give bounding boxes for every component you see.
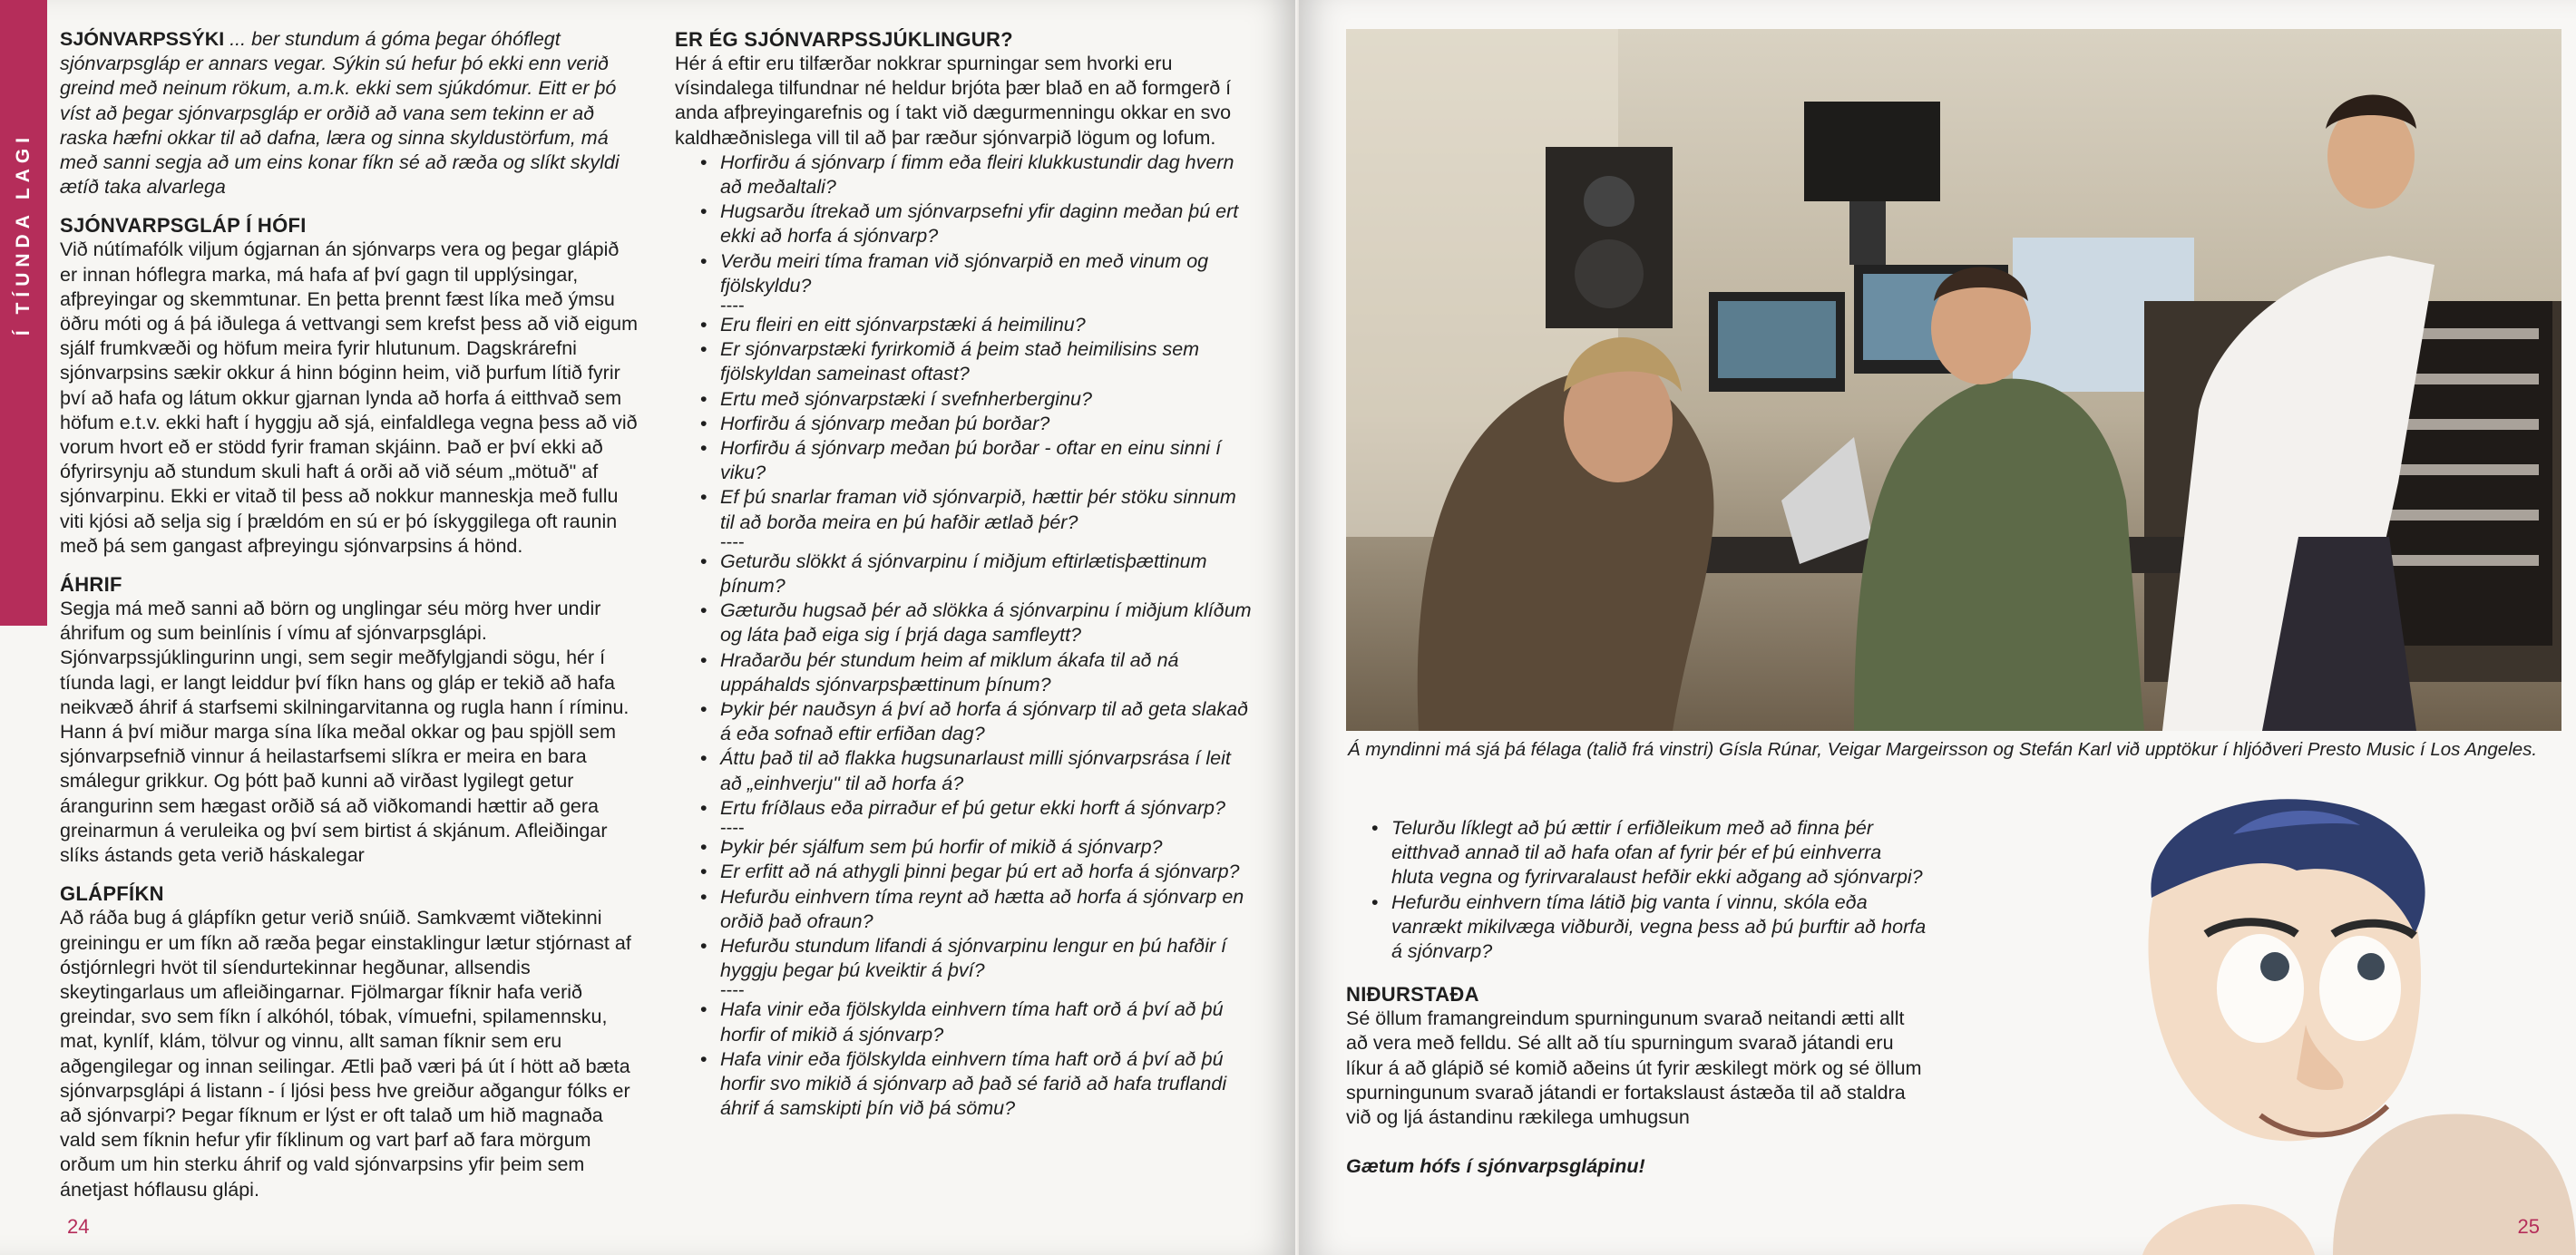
question-separator: ---- <box>720 980 745 1001</box>
question-item: • Ef þú snarlar framan við sjónvarpið, hættir þér stöku sinnum til að borða meira en þú hafðir ætlað þér? <box>675 485 1255 534</box>
section-title: GLÁPFÍKN <box>60 882 164 906</box>
question-item: • Þykir þér nauðsyn á því að horfa á sjónvarp til að geta slakað á eða sofnað eftir erfiðan dag? <box>675 697 1255 746</box>
question-item: • Horfirðu á sjónvarp meðan þú borðar - oftar en einu sinni í viku? <box>675 436 1255 485</box>
page-number-right: 25 <box>2517 1215 2540 1238</box>
question-list-continued <box>1346 816 1927 964</box>
questions-intro: Hér á eftir eru tilfærðar nokkrar spurningar sem hvorki eru vísindalega tilfundnar né heldur brjóta þær blað en að formgerð í anda afþreyingarefnis og í takt við dægurmenningu okkar en svo kaldhæðnislega vill til að þar ræður sjónvarpið lögum og lofum. <box>675 53 1232 149</box>
section-glapfikn <box>60 881 640 1201</box>
question-item: • Áttu það til að flakka hugsunarlaust milli sjónvarpsrása í leit að „einhverju" til að horfa á? <box>675 746 1255 795</box>
mascot-figure <box>2006 798 2576 1255</box>
section-title: SJÓNVARPSGLÁP Í HÓFI <box>60 214 307 238</box>
section-title: SJÓNVARPSSÝKI <box>60 28 225 50</box>
question-item: • Hugsarðu ítrekað um sjónvarpsefni yfir daginn meðan þú ert ekki að horfa á sjónvarp? <box>675 199 1255 248</box>
section-body: ... ber stundum á góma þegar óhóflegt sjónvarpsgláp er annars vegar. Sýkin sú hefur þó ekki enn verið greind með neinum rökum, a.m.k. ekki sem sjúkdómur. Eitt er þó víst að þegar sjónvarpsgláp er orðið að vana sem tekinn er að raska hæfni okkar til að dafna, læra og sinna skyldustörfum, má með sanni segja að um eins konar fíkn sé að ræða og slíkt skyldi ætíð taka alvarlega <box>60 28 620 199</box>
closing-slogan: Gætum hófs í sjónvarpsglápinu! <box>1346 1155 1645 1178</box>
questions-column <box>675 27 1255 1121</box>
question-item: • Hraðarðu þér stundum heim af miklum ákafa til að ná uppáhalds sjónvarpsþættinum þínum? <box>675 648 1255 697</box>
page-number-left: 24 <box>67 1215 90 1238</box>
question-group <box>675 313 1255 535</box>
question-item: • Hafa vinir eða fjölskylda einhvern tíma haft orð á því að þú horfir svo mikið á sjónvarp að það sé farið að hafa truflandi áhrif á samskipti þín við þá sömu? <box>675 1047 1255 1122</box>
right-column <box>1346 816 1927 1179</box>
question-item: • Gæturðu hugsað þér að slökka á sjónvarpinu í miðjum klíðum og láta það eiga sig í þrjá daga samfleytt? <box>675 598 1255 647</box>
conclusion-title: NIÐURSTAÐA <box>1346 983 1479 1007</box>
studio-photo <box>1346 29 2561 731</box>
question-list <box>675 151 1255 1122</box>
question-group <box>675 550 1255 821</box>
cartoon-mascot <box>2006 798 2576 1255</box>
question-item: • Hefurðu einhvern tíma látið þig vanta í vinnu, skóla eða vanrækt mikilvæga viðburði, vegna þess að þú þurftir að horfa á sjónvarp? <box>1346 890 1927 965</box>
question-item: • Horfirðu á sjónvarp í fimm eða fleiri klukkustundir dag hvern að meðaltali? <box>675 151 1255 199</box>
studio-photo-illustration <box>1346 29 2561 731</box>
question-separator: ---- <box>720 531 745 552</box>
question-item: • Ertu með sjónvarpstæki í svefnherberginu? <box>675 387 1255 412</box>
chapter-side-tab-label: Í TÍUNDA LAGI <box>13 131 34 336</box>
section-sjonvarpsglap-i-hofi <box>60 213 640 559</box>
question-item: • Hefurðu einhvern tíma reynt að hætta að horfa á sjónvarp en orðið það ofraun? <box>675 885 1255 934</box>
question-item: • Þykir þér sjálfum sem þú horfir of mikið á sjónvarp? <box>675 835 1255 860</box>
question-item: • Hafa vinir eða fjölskylda einhvern tíma haft orð á því að þú horfir of mikið á sjónvarp? <box>675 997 1255 1046</box>
question-item: • Verðu meiri tíma framan við sjónvarpið en með vinum og fjölskyldu? <box>675 249 1255 298</box>
questions-title: ER ÉG SJÓNVARPSSJÚKLINGUR? <box>675 28 1013 51</box>
conclusion-body: Sé öllum framangreindum spurningunum svarað neitandi ætti allt að vera með felldu. Sé allt að tíu spurningum svarað játandi eru líkur á að glápið sé komið aðeins út fyrir æskilegt mörk og sé öllum spurningunum svarað játandi er fortakslaust ástæða til að staldra við og ljá ástandinu rækilega umhugsun <box>1346 1007 1922 1129</box>
photo-caption: Á myndinni má sjá þá félaga (talið frá vinstri) Gísla Rúnar, Veigar Margeirsson og Stefán Karl við upptökur í hljóðveri Presto Music í Los Angeles. <box>1348 739 2538 760</box>
question-item: • Eru fleiri en eitt sjónvarpstæki á heimilinu? <box>675 313 1255 337</box>
question-group <box>675 997 1255 1121</box>
section-title: ÁHRIF <box>60 573 122 597</box>
question-item: • Hefurðu stundum lifandi á sjónvarpinu lengur en þú hafðir í hyggju þegar þú kveiktir á því? <box>675 934 1255 983</box>
left-column <box>60 27 640 1216</box>
question-item: • Er sjónvarpstæki fyrirkomið á þeim stað heimilisins sem fjölskyldan sameinast oftast? <box>675 337 1255 386</box>
question-item: • Horfirðu á sjónvarp meðan þú borðar? <box>675 412 1255 436</box>
section-body: Segja má með sanni að börn og unglingar séu mörg hver undir áhrifum og sum beinlínis í vímu af sjónvarpsglápi. Sjónvarpssjúklingurinn ungi, sem segir meðfylgjandi sögu, hér í tíunda lagi, er langt leiddur því fíkn hans og gláp er tekið að hafa neikvæð áhrif á starfsemi skilningarvitanna og rugla hann í ríminu. Hann á því miður marga sína líka meðal okkar og þau spjöll sem sjónvarpsefnið vinnur á heilastarfsemi slíkra er meira en bara smálegur grikkur. Og þótt það kunni að virðast lygilegt getur árangurinn sem hægast orðið sá að viðkomandi hættir að gera greinarmun á veruleika og því sem birtist á skjánum. Afleiðingar slíks ástands geta verið háskalegar <box>60 598 629 867</box>
chapter-side-tab <box>0 0 47 626</box>
question-item: • Ertu fríðlaus eða pirraður ef þú getur ekki horft á sjónvarp? <box>675 796 1255 821</box>
question-separator: ---- <box>720 296 745 316</box>
question-separator: ---- <box>720 818 745 839</box>
question-group <box>675 835 1255 983</box>
section-body: Við nútímafólk viljum ógjarnan án sjónvarps vera og þegar glápið er innan hóflegra marka, má hafa af því gagn til upplýsingar, afþreyingar og skemmtunar. En þetta þrennt fæst líka með ýmsu öðru móti og á þá iðulega á vettvangi sem krefst þess að við eigum sjálf frumkvæði og höfum meira fyrir hlutunum. Dagskrárefni sjónvarpsins sækir okkur á hinn bóginn heim, við þurfum lítið fyrir því að hafa og látum okkur gjarnan lynda að horfa á eitthvað sem höfum e.t.v. ekki haft í hyggju að sjá, einfaldlega vegna þess að við vorum hvort eð er stödd fyrir framan skjáinn. Það er því ekki að ófyrirsynju að stundum skuli haft á orði að við séum „mötuð" af sjónvarpinu. Ekki er vitað til þess að nokkur manneskja með fullu viti kjósi að selja sig í þrældóm en sú er þó ískyggilega oft raunin með þá sem gangast afþreyingu sjónvarpsins á hönd. <box>60 238 638 557</box>
question-item: • Er erfitt að ná athygli þinni þegar þú ert að horfa á sjónvarp? <box>675 860 1255 884</box>
section-body: Að ráða bug á glápfíkn getur verið snúið. Samkvæmt viðtekinni greiningu er um fíkn að ræða þegar einstaklingur lætur stjórnast af óstjórnlegri hvöt til síendurtekinnar hegðunar, allsendis skeytingarlaus um afleiðingarnar. Fjölmargar fíknir hafa verið greindar, svo sem fíkn í alkóhól, tóbak, vímuefni, spilamennsku, mat, kynlíf, klám, tölvur og vinnu, allt saman fíknir sem eru aðgengilegar og innan seilingar. Ætli það væri þá út í hött að bæta sjónvarpsglápi á listann - í ljósi þess hve greiður aðgangur fólks er að sjónvarpi? Þegar fíknum er lýst er oft talað um hið magnaða vald sem fíknin hefur yfir fíklinum og vart þarf að fara mörgum orðum um hin sterku áhrif og vald sjónvarpsins yfir þeim sem ánetjast hóflausu glápi. <box>60 907 631 1201</box>
right-page <box>1299 0 2576 1255</box>
question-group <box>675 151 1255 298</box>
section-sjonvarpssyki <box>60 27 640 199</box>
section-ahrif <box>60 572 640 868</box>
question-item: • Geturðu slökkt á sjónvarpinu í miðjum eftirlætisþættinum þínum? <box>675 550 1255 598</box>
question-item: • Telurðu líklegt að þú ættir í erfiðleikum með að finna þér eitthvað annað til að hafa ofan af fyrir þér ef þú einhverra hluta vegna og fyrirvaralaust hefðir ekki aðgang að sjónvarpi? <box>1346 816 1927 890</box>
